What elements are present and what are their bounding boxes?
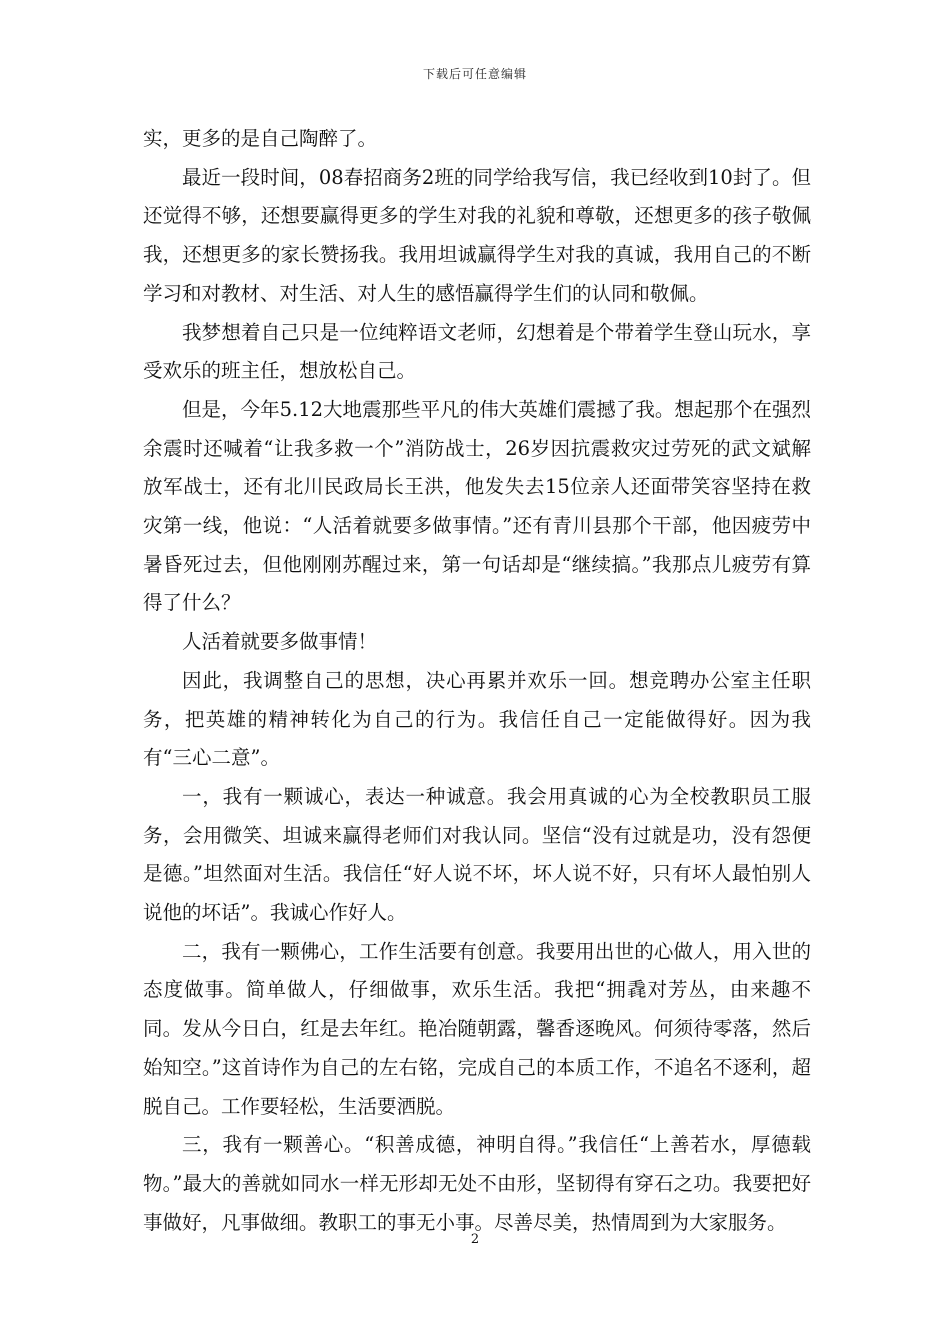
page-header: 下载后可任意编辑 — [422, 67, 527, 81]
paragraph-2: 最近一段时间，08春招商务2班的同学给我写信，我已经收到10封了。但还觉得不够，还想要赢得更多的学生对我的礼貌和尊敬，还想更多的孩子敬佩我，还想更多的家长赞扬我。我用坦诚赢得学生对我的真诚，我用自己的不断学习和对教材、对生活、对人生的感悟赢得学生们的认同和敬佩。 — [143, 165, 811, 305]
paragraph-4: 但是，今年5.12大地震那些平凡的伟大英雄们震撼了我。想起那个在强烈余震时还喊着“让我多救一个”消防战士，26岁因抗震救灾过劳死的武文斌解放军战士，还有北川民政局长王洪，他发失去15位亲人还面带笑容坚持在救灾第一线，他说：“人活着就要多做事情。”还有青川县那个干部，他因疲劳中暑昏死过去，但他刚刚苏醒过来，第一句话却是“继续搞。”我那点儿疲劳有算得了什么？ — [143, 397, 811, 615]
document-body — [143, 120, 811, 1242]
page-number: 2 — [470, 1232, 480, 1247]
paragraph-3: 我梦想着自己只是一位纯粹语文老师，幻想着是个带着学生登山玩水，享受欢乐的班主任，想放松自己。 — [143, 320, 811, 383]
paragraph-5: 人活着就要多做事情！ — [182, 630, 378, 654]
paragraph-8: 二，我有一颗佛心，工作生活要有创意。我要用出世的心做人，用入世的态度做事。简单做人，仔细做事，欢乐生活。我把“拥毳对芳丛，由来趣不同。发从今日白，红是去年红。艳冶随朝露，馨香逐晚风。何须待零落，然后始知空。”这首诗作为自己的左右铭，完成自己的本质工作，不追名不逐利，超脱自己。工作要轻松，生活要洒脱。 — [143, 939, 811, 1118]
paragraph-1: 实，更多的是自己陶醉了。 — [143, 127, 378, 150]
paragraph-6: 因此，我调整自己的思想，决心再累并欢乐一回。想竞聘办公室主任职务，把英雄的精神转化为自己的行为。我信任自己一定能做得好。因为我有“三心二意”。 — [143, 668, 811, 770]
paragraph-9: 三，我有一颗善心。“积善成德，神明自得。”我信任“上善若水，厚德载物。”最大的善就如同水一样无形却无处不由形，坚韧得有穿石之功。我要把好事做好，凡事做细。教职工的事无小事。尽善尽美，热情周到为大家服务。 — [143, 1133, 811, 1234]
paragraph-7: 一，我有一颗诚心，表达一种诚意。我会用真诚的心为全校教职员工服务，会用微笑、坦诚来赢得老师们对我认同。坚信“没有过就是功，没有怨便是德。”坦然面对生活。我信任“好人说不坏，坏人说不好，只有坏人最怕别人说他的坏话”。我诚心作好人。 — [143, 784, 811, 925]
